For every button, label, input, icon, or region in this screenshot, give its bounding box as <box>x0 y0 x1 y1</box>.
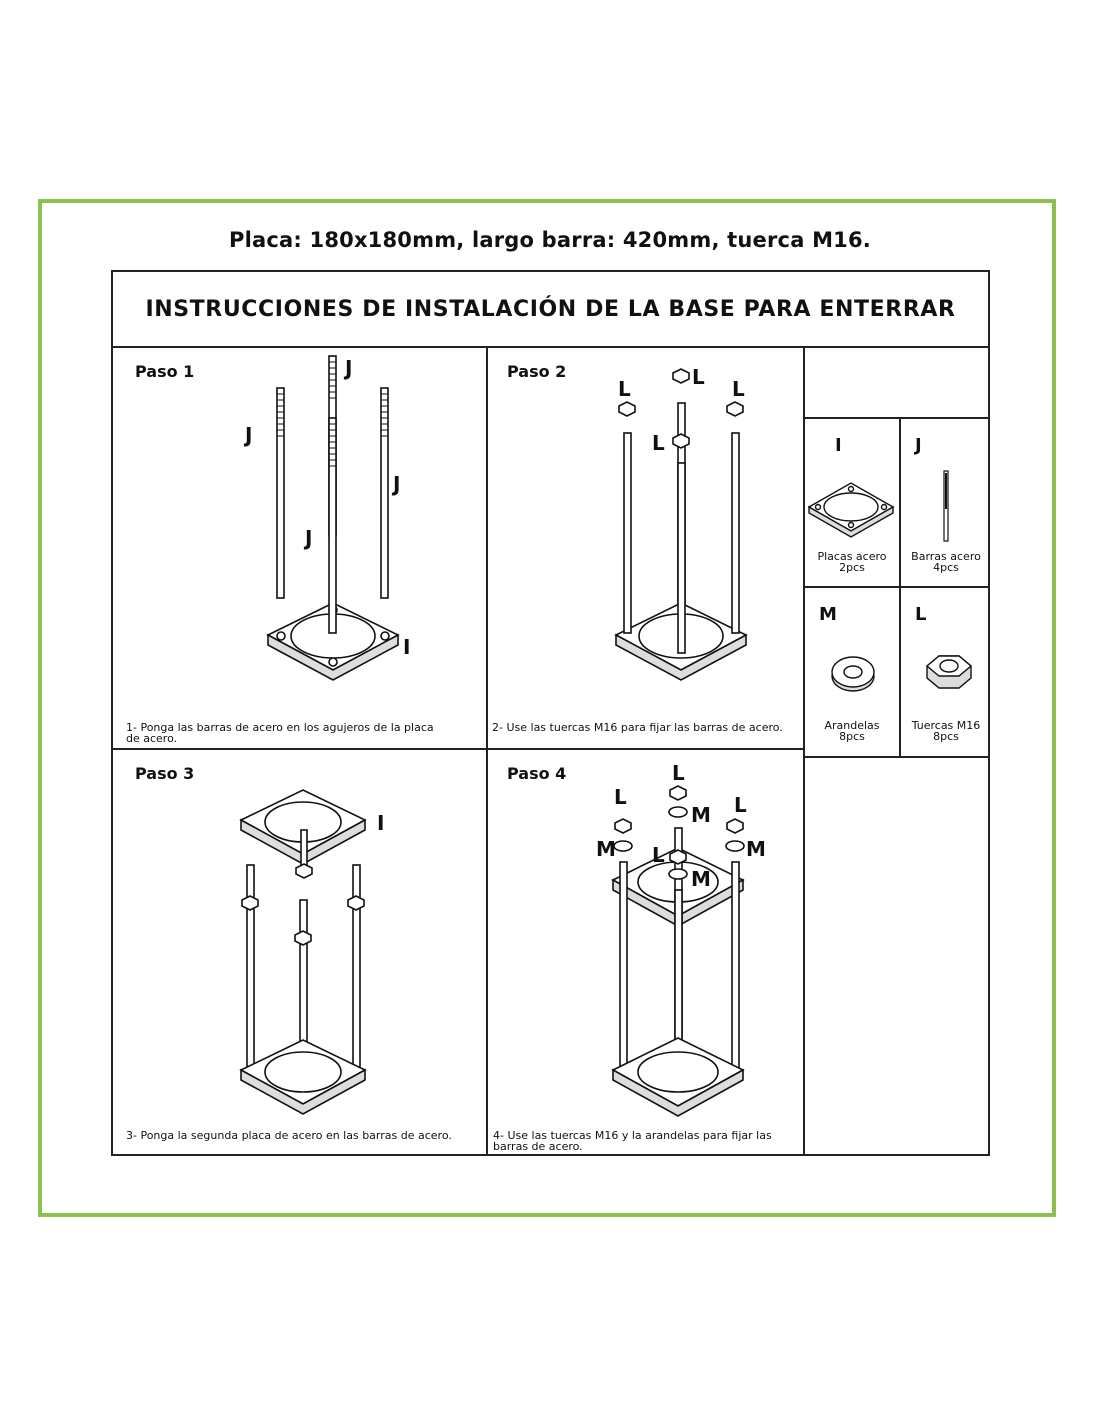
step-4-label: Paso 4 <box>507 764 567 783</box>
part-rod-letter: J <box>915 435 922 456</box>
nut-icon <box>901 638 990 718</box>
part-plate-name: Placas acero <box>817 550 887 563</box>
part-washer-letter: M <box>819 604 837 625</box>
callout-nut: L <box>652 431 665 455</box>
step-2-label: Paso 2 <box>507 362 567 381</box>
callout-nut: L <box>614 785 627 809</box>
callout-washer: M <box>746 837 766 861</box>
step-3-diagram <box>113 750 486 1156</box>
step-4-caption-line-2: barras de acero. <box>493 1140 583 1153</box>
step-4-caption-line-1: 4- Use las tuercas M16 y la arandelas para fijar las <box>493 1129 772 1142</box>
callout-washer: M <box>691 803 711 827</box>
step-2-caption-line-1: 2- Use las tuercas M16 para fijar las barras de acero. <box>492 721 783 734</box>
spec-line: Placa: 180x180mm, largo barra: 420mm, tuerca M16. <box>229 228 871 252</box>
callout-nut: L <box>734 793 747 817</box>
callout-rod: J <box>305 526 313 550</box>
step-1-caption-line-2: de acero. <box>126 732 178 745</box>
part-nut-letter: L <box>915 604 927 625</box>
callout-rod: J <box>245 423 253 447</box>
sheet-title: INSTRUCCIONES DE INSTALACIÓN DE LA BASE PARA ENTERRAR <box>145 296 956 322</box>
step-1-panel <box>113 348 486 748</box>
part-plate-letter: I <box>835 435 842 456</box>
callout-washer: M <box>691 867 711 891</box>
callout-nut: L <box>692 365 705 389</box>
part-rod-panel <box>901 419 990 586</box>
callout-nut: L <box>652 843 665 867</box>
part-rod-qty: 4pcs <box>933 561 959 574</box>
part-nut-name: Tuercas M16 <box>911 719 981 732</box>
part-washer-panel <box>805 588 899 756</box>
step-4-diagram <box>488 750 803 1156</box>
washer-icon <box>805 638 899 718</box>
part-rod-name: Barras acero <box>911 550 981 563</box>
title-row <box>113 272 988 348</box>
instruction-sheet <box>111 270 990 1156</box>
step-3-caption-line-1: 3- Ponga la segunda placa de acero en las barras de acero. <box>126 1129 452 1142</box>
part-nut-qty: 8pcs <box>933 730 959 743</box>
step-1-caption-line-1: 1- Ponga las barras de acero en los agujeros de la placa <box>126 721 434 734</box>
step-2-diagram <box>488 348 803 748</box>
callout-plate: I <box>377 811 385 835</box>
part-plate-qty: 2pcs <box>839 561 865 574</box>
step-4-panel <box>488 750 803 1156</box>
step-1-label: Paso 1 <box>135 362 195 381</box>
callout-washer: M <box>596 837 616 861</box>
step-3-label: Paso 3 <box>135 764 195 783</box>
callout-plate: I <box>403 635 411 659</box>
step-3-panel <box>113 750 486 1156</box>
grid-divider <box>803 756 990 758</box>
callout-rod: J <box>345 356 353 380</box>
step-1-diagram <box>113 348 486 748</box>
callout-nut: L <box>732 377 745 401</box>
callout-rod: J <box>393 472 401 496</box>
part-plate-panel <box>805 419 899 586</box>
callout-nut: L <box>618 377 631 401</box>
callout-nut: L <box>672 761 685 785</box>
part-washer-qty: 8pcs <box>839 730 865 743</box>
step-2-panel <box>488 348 803 748</box>
part-washer-name: Arandelas <box>824 719 880 732</box>
part-nut-panel <box>901 588 990 756</box>
